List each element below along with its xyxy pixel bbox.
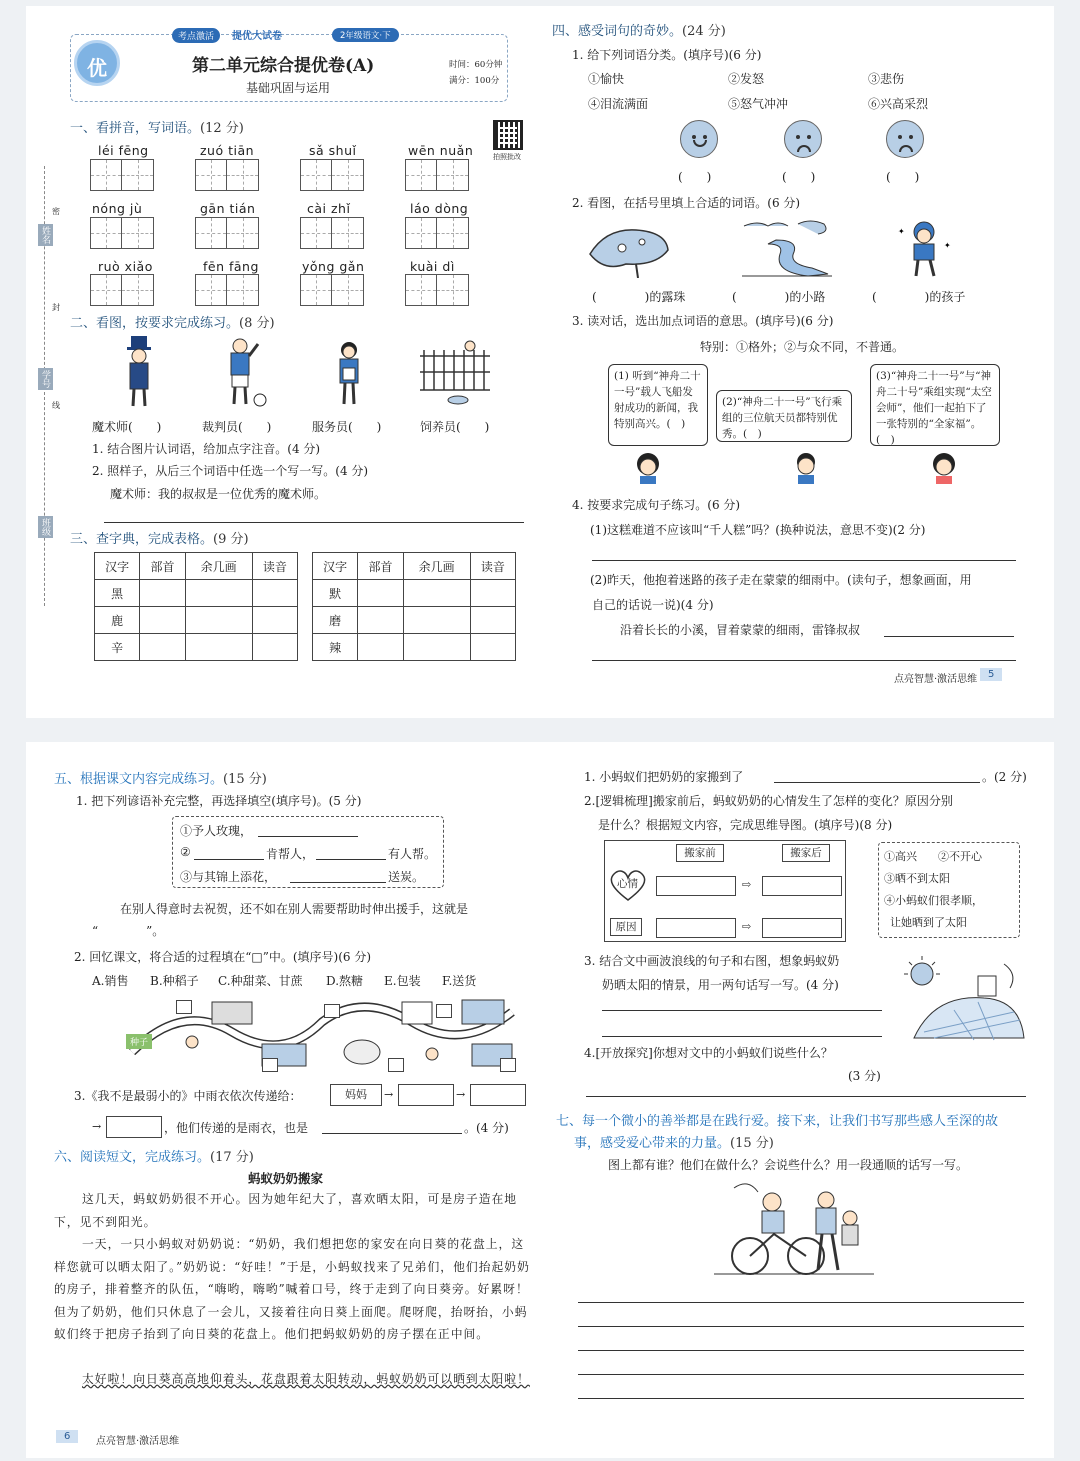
role-referee[interactable]: 裁判员( ) xyxy=(202,420,272,434)
table-answer-cell[interactable] xyxy=(470,580,515,607)
arrow-icon: ⇨ xyxy=(742,920,752,933)
reason-before-box[interactable] xyxy=(656,918,736,938)
section-6-title xyxy=(54,1146,254,1165)
table-char: 辣 xyxy=(313,634,358,661)
word-2: ②发怒 xyxy=(728,72,765,86)
s5-question-2: 2. 回忆课文，将合适的过程填在“□”中。(填序号)(6 分) xyxy=(74,950,372,964)
section-7-title-b: 事，感受爱心带来的力量。 xyxy=(574,1136,731,1151)
section-6-title-text: 六、阅读短文，完成练习。 xyxy=(54,1150,211,1165)
word-3: ③悲伤 xyxy=(868,72,905,86)
dialogue-bubble-2[interactable]: (2)“神舟二十一号”飞行乘组的三位航天员都特别优秀。( ) xyxy=(716,390,852,442)
char-grid-4[interactable] xyxy=(405,159,469,191)
s2-question-2: 2. 照样子，从后三个词语中任选一个写一写。(4 分) xyxy=(92,464,369,478)
proverb-1-blank[interactable] xyxy=(258,836,358,837)
waiter-illustration xyxy=(332,340,366,408)
proverb-fill-end[interactable]: “ ”。 xyxy=(92,924,165,938)
series-right-tag: 提优大试卷 xyxy=(232,31,282,42)
table-answer-cell[interactable] xyxy=(403,580,470,607)
s4-question-3: 3. 读对话，选出加点词语的意思。(填序号)(6 分) xyxy=(572,314,834,328)
classify-answer-3[interactable]: ( ) xyxy=(886,170,920,184)
table-answer-cell[interactable] xyxy=(185,607,252,634)
flow-box-2[interactable] xyxy=(262,1058,278,1072)
arrow-icon: ⇨ xyxy=(742,878,752,891)
pinyin-9: ruò xiǎo xyxy=(98,259,153,274)
excellent-badge-icon xyxy=(74,40,120,86)
helping-scene-illustration xyxy=(714,1178,874,1278)
arrow-icon: → xyxy=(92,1120,102,1133)
proverb-fill: 在别人得意时去祝贺，还不如在别人需要帮助时伸出援手，这就是 xyxy=(120,902,469,916)
section-4-title-text: 四、感受词句的奇妙。 xyxy=(552,24,683,39)
section-6-score: (17 分) xyxy=(210,1150,254,1165)
section-1-score: (12 分) xyxy=(200,121,244,136)
table-char: 默 xyxy=(313,580,358,607)
section-3-title xyxy=(70,528,249,547)
blank-path[interactable]: ( )的小路 xyxy=(732,290,826,304)
mood-after-box[interactable] xyxy=(762,876,842,896)
page-number: 6 xyxy=(56,1430,78,1443)
section-3-score: (9 分) xyxy=(213,532,249,547)
page-subtitle: 基础巩固与运用 xyxy=(246,81,331,95)
pinyin-5: nóng jù xyxy=(92,201,143,216)
section-7-title-b-wrap xyxy=(574,1132,774,1151)
pinyin-2: zuó tiān xyxy=(200,143,255,158)
section-2-title-text: 二、看图，按要求完成练习。 xyxy=(70,316,240,331)
meaning-definition: 特别：①格外；②与众不同，不普通。 xyxy=(700,340,905,354)
table-answer-cell[interactable] xyxy=(252,580,297,607)
char-grid-5[interactable] xyxy=(90,217,154,249)
table-answer-cell[interactable] xyxy=(403,634,470,661)
s5-question-3: 3.《我不是最弱小的》中雨衣依次传递给： xyxy=(74,1089,302,1103)
proverb-2-prefix: ② xyxy=(180,845,191,859)
table-answer-cell[interactable] xyxy=(358,607,403,634)
pinyin-6: gān tián xyxy=(200,201,256,216)
seal-char-1: 密 xyxy=(52,207,60,216)
map-option-4: ④小蚂蚁们很孝顺， xyxy=(884,894,983,907)
flow-box-3[interactable] xyxy=(324,1004,340,1018)
table-answer-cell[interactable] xyxy=(252,634,297,661)
word-5: ⑤怒气冲冲 xyxy=(728,97,789,111)
dialogue-bubble-3[interactable]: (3)“神舟二十一号”与“神舟二十号”乘组实现“太空会师”，他们一起拍下了一张特别的“全家福”。( ) xyxy=(870,364,1000,446)
char-grid-10[interactable] xyxy=(195,274,259,306)
answer-line-4-2b[interactable] xyxy=(592,660,1016,661)
s2-answer-line[interactable] xyxy=(104,522,524,523)
proverb-2-end: 有人帮。 xyxy=(388,847,437,861)
section-4-score: (24 分) xyxy=(682,24,726,39)
table-char: 黑 xyxy=(95,580,140,607)
section-5-score: (15 分) xyxy=(223,772,267,787)
pinyin-3: sǎ shuǐ xyxy=(309,143,357,158)
story-paragraph-3: 太好啦！向日葵高高地仰着头，花盘跟着太阳转动，蚂蚁奶奶可以晒到太阳啦！ xyxy=(82,1372,530,1386)
qr-caption: 拍照批改 xyxy=(493,153,521,161)
table-char: 辛 xyxy=(95,634,140,661)
sad-face-icon xyxy=(886,120,924,158)
badge-text: 优 xyxy=(87,56,107,80)
composition-line-1[interactable] xyxy=(578,1302,1024,1303)
s4-question-4: 4. 按要求完成句子练习。(6 分) xyxy=(572,498,741,512)
boy-avatar xyxy=(790,450,822,484)
map-option-4-cont: 让她晒到了太阳 xyxy=(890,916,967,929)
proverb-2-blank-b[interactable] xyxy=(316,859,386,860)
section-7-title xyxy=(556,1110,1026,1129)
s2-example: 魔术师：我的叔叔是一位优秀的魔术师。 xyxy=(110,487,327,501)
th-radical: 部首 xyxy=(358,553,403,580)
mood-before-box[interactable] xyxy=(656,876,736,896)
page-title: 第二单元综合提优卷(A) xyxy=(192,56,375,76)
word-4: ④泪流满面 xyxy=(588,97,649,111)
answer-line-4-1[interactable] xyxy=(592,560,1016,561)
exam-page-top xyxy=(26,6,1054,718)
mind-map-reason: 原因 xyxy=(610,918,642,936)
pinyin-7: cài zhǐ xyxy=(307,201,351,216)
seal-char-2: 封 xyxy=(52,303,60,312)
th-pronunciation: 读音 xyxy=(252,553,297,580)
dialogue-bubble-1[interactable]: (1) 听到“神舟二十一号”载人飞船发射成功的新闻，我特别高兴。( ) xyxy=(608,364,708,446)
s5-question-3-end: ，他们传递的是雨衣，也是 xyxy=(164,1121,309,1135)
proverb-1: ①予人玫瑰， xyxy=(180,824,253,838)
section-2-title xyxy=(70,312,275,331)
s6-q3-answer-line-2[interactable] xyxy=(602,1036,882,1037)
s4-question-4-2b: 自己的话说一说)(4 分) xyxy=(592,598,714,612)
char-grid-12[interactable] xyxy=(405,274,469,306)
table-answer-cell[interactable] xyxy=(470,607,515,634)
role-waiter[interactable]: 服务员( ) xyxy=(312,420,382,434)
happy-face-icon xyxy=(680,120,718,158)
s6-q4-answer-line[interactable] xyxy=(586,1096,1026,1097)
composition-line-3[interactable] xyxy=(578,1350,1024,1351)
role-zookeeper[interactable]: 饲养员( ) xyxy=(420,420,490,434)
girl-avatar-2 xyxy=(928,450,960,484)
answer-line-4-2a[interactable] xyxy=(884,636,1014,637)
proverb-3-prefix: ③与其锦上添花， xyxy=(180,870,277,884)
word-1: ①愉快 xyxy=(588,72,625,86)
raincoat-chain-start: 妈妈 xyxy=(330,1084,382,1106)
series-left-tag: 考点激活 xyxy=(172,28,220,43)
s6-question-2b: 是什么？根据短文内容，完成思维导图。(填序号)(8 分) xyxy=(598,818,893,832)
ant-sunflower-illustration xyxy=(894,954,1028,1044)
s4-question-4-1: (1)这糕难道不应该叫“千人糕”吗？(换种说法，意思不变)(2 分) xyxy=(590,523,926,537)
flow-box-6[interactable] xyxy=(500,1058,516,1072)
winding-path-illustration xyxy=(738,218,834,280)
s4-question-1: 1. 给下列词语分类。(填序号)(6 分) xyxy=(572,48,762,62)
referee-illustration xyxy=(222,336,268,408)
section-2-score: (8 分) xyxy=(239,316,275,331)
table-answer-cell[interactable] xyxy=(358,634,403,661)
table-answer-cell[interactable] xyxy=(140,607,185,634)
char-grid-11[interactable] xyxy=(300,274,364,306)
arrow-icon: → xyxy=(384,1088,394,1101)
classify-answer-2[interactable]: ( ) xyxy=(782,170,816,184)
qr-code-icon[interactable] xyxy=(493,120,523,150)
s4-question-4-2c: 沿着长长的小溪，冒着蒙蒙的细雨，雷锋叔叔 xyxy=(620,623,861,637)
mind-map-after: 搬家后 xyxy=(782,844,830,862)
svg-text:✦: ✦ xyxy=(944,241,951,250)
proverb-3-blank[interactable] xyxy=(290,882,386,883)
pinyin-4: wēn nuǎn xyxy=(408,143,474,158)
word-6: ⑥兴高采烈 xyxy=(868,97,929,111)
map-option-3: ③晒不到太阳 xyxy=(884,872,950,885)
flow-box-5[interactable] xyxy=(436,1004,452,1018)
option-c: C.种甜菜、甘蔗 xyxy=(218,974,303,988)
mind-map-mood: 心情 xyxy=(617,878,638,890)
table-answer-cell[interactable] xyxy=(403,607,470,634)
char-grid-9[interactable] xyxy=(90,274,154,306)
table-answer-cell[interactable] xyxy=(185,580,252,607)
section-5-title xyxy=(54,768,267,787)
th-char: 汉字 xyxy=(95,553,140,580)
s6-question-2a: 2.[逻辑梳理]搬家前后，蚂蚁奶奶的心情发生了怎样的变化？原因分别 xyxy=(584,794,953,808)
seal-char-3: 线 xyxy=(52,401,60,410)
mind-map-before: 搬家前 xyxy=(676,844,724,862)
s2-question-1: 1. 结合图片认词语，给加点字注音。(4 分) xyxy=(92,442,321,456)
girl-avatar-1 xyxy=(632,450,664,484)
char-grid-2[interactable] xyxy=(195,159,259,191)
table-answer-cell[interactable] xyxy=(358,580,403,607)
raincoat-chain-box-1[interactable] xyxy=(398,1084,454,1106)
s4-question-2: 2. 看图，在括号里填上合适的词语。(6 分) xyxy=(572,196,801,210)
th-strokes: 余几画 xyxy=(403,553,470,580)
pinyin-1: léi fēng xyxy=(98,143,149,158)
s4-question-4-2a: (2)昨天，他抱着迷路的孩子走在蒙蒙的细雨中。(读句子，想象画面，用 xyxy=(590,573,972,587)
raincoat-chain-box-2[interactable] xyxy=(470,1084,526,1106)
proverb-2-middle: 肯帮人， xyxy=(266,847,315,861)
story-title: 蚂蚁奶奶搬家 xyxy=(248,1171,324,1186)
role-magician[interactable]: 魔术师( ) xyxy=(92,420,162,434)
dictionary-table-left xyxy=(94,552,298,661)
section-1-title-text: 一、看拼音，写词语。 xyxy=(70,121,201,136)
blank-dewdrop[interactable]: ( )的露珠 xyxy=(592,290,686,304)
map-option-1: ①高兴 xyxy=(884,850,917,863)
s5-question-3-score: 。(4 分) xyxy=(464,1121,509,1135)
s7-prompt: 图上都有谁？他们在做什么？会说些什么？用一段通顺的话写一写。 xyxy=(608,1158,969,1172)
th-radical: 部首 xyxy=(140,553,185,580)
lotus-leaf-illustration xyxy=(586,220,672,278)
page-number: 5 xyxy=(980,668,1002,681)
footer-slogan: 点亮智慧·激活思维 xyxy=(96,1436,180,1447)
table-answer-cell[interactable] xyxy=(185,634,252,661)
table-answer-cell[interactable] xyxy=(252,607,297,634)
classify-answer-1[interactable]: ( ) xyxy=(678,170,712,184)
s6-question-3b: 奶晒太阳的情景，用一两句话写一写。(4 分) xyxy=(602,978,839,992)
section-7-title-a: 七、每一个微小的善举都是在践行爱。接下来，让我们书写那些感人至深的故 xyxy=(556,1114,999,1129)
footer-slogan: 点亮智慧·激活思维 xyxy=(894,674,978,685)
section-1-title xyxy=(70,117,244,136)
pinyin-11: yǒng gǎn xyxy=(302,259,365,274)
exam-full-score: 满分：100分 xyxy=(449,76,500,86)
table-answer-cell[interactable] xyxy=(140,580,185,607)
exam-page-bottom xyxy=(26,742,1054,1458)
flow-start-box: 种子 xyxy=(126,1034,152,1049)
char-grid-1[interactable] xyxy=(90,159,154,191)
s6-question-4-score: (3 分) xyxy=(848,1069,881,1083)
proverb-2-blank-a[interactable] xyxy=(194,859,264,860)
option-b: B.种稻子 xyxy=(150,974,199,988)
map-option-2: ②不开心 xyxy=(938,850,982,863)
composition-line-5[interactable] xyxy=(578,1398,1024,1399)
table-answer-cell[interactable] xyxy=(470,634,515,661)
blank-child[interactable]: ( )的孩子 xyxy=(872,290,966,304)
char-grid-6[interactable] xyxy=(195,217,259,249)
flow-box-4[interactable] xyxy=(388,1058,404,1072)
reason-after-box[interactable] xyxy=(762,918,842,938)
magician-illustration xyxy=(122,336,156,408)
table-answer-cell[interactable] xyxy=(140,634,185,661)
section-5-title-text: 五、根据课文内容完成练习。 xyxy=(54,772,224,787)
side-label-name: 姓名 xyxy=(38,224,53,246)
zookeeper-illustration xyxy=(418,338,492,408)
raincoat-chain-box-3[interactable] xyxy=(106,1116,162,1138)
th-pronunciation: 读音 xyxy=(470,553,515,580)
s5-question-1: 1. 把下列谚语补充完整，再选择填空(填序号)。(5 分) xyxy=(76,794,362,808)
char-grid-8[interactable] xyxy=(405,217,469,249)
s6-question-4: 4.[开放探究]你想对文中的小蚂蚁们说些什么？ xyxy=(584,1046,833,1060)
s6-question-3a: 3. 结合文中画波浪线的句子和右图，想象蚂蚁奶 xyxy=(584,954,840,968)
s6-q1-answer-line[interactable] xyxy=(774,782,980,783)
th-char: 汉字 xyxy=(313,553,358,580)
side-label-class: 班级 xyxy=(38,516,53,538)
option-e: E.包装 xyxy=(384,974,421,988)
svg-text:✦: ✦ xyxy=(898,227,905,236)
s6-question-1: 1. 小蚂蚁们把奶奶的家搬到了 xyxy=(584,770,744,784)
table-char: 鹿 xyxy=(95,607,140,634)
arrow-icon: → xyxy=(456,1088,466,1101)
section-3-title-text: 三、查字典，完成表格。 xyxy=(70,532,214,547)
s6-question-1-score: 。(2 分) xyxy=(982,770,1027,784)
th-strokes: 余几画 xyxy=(185,553,252,580)
option-a: A.销售 xyxy=(92,974,129,988)
section-4-title xyxy=(552,20,726,39)
angry-face-icon xyxy=(784,120,822,158)
option-f: F.送货 xyxy=(442,974,477,988)
option-d: D.熬糖 xyxy=(326,974,364,988)
story-paragraph-2: 一天，一只小蚂蚁对奶奶说：“奶奶，我们想把您的家安在向日葵的花盘上，这样您就可以晒太阳了。”奶奶说：“好哇！”于是，小蚂蚁找来了兄弟们，他们抬起奶奶的房子，排着整齐的队伍，“嗨哟，嗨哟”喊着口号，终于走到了向日葵旁。好累呀！但为了奶奶，他们只休息了一会儿，又接着往向日葵上面爬。爬呀爬，抬呀抬，小蚂蚁们终于把房子抬到了向日葵的花盘上。他们把蚂蚁奶奶的房子摆在正中间。 xyxy=(54,1237,530,1342)
flow-box-1[interactable] xyxy=(176,1000,192,1014)
grade-tag: 2年级语文·下 xyxy=(332,28,399,42)
pinyin-10: fēn fāng xyxy=(203,259,259,274)
child-illustration xyxy=(894,218,954,280)
exam-time: 时间：60分钟 xyxy=(449,60,503,70)
composition-line-4[interactable] xyxy=(578,1374,1024,1375)
s6-q3-answer-line-1[interactable] xyxy=(602,1010,882,1011)
section-7-score: (15 分) xyxy=(730,1136,774,1151)
raincoat-answer-line[interactable] xyxy=(322,1133,462,1134)
pinyin-12: kuài dì xyxy=(410,259,455,274)
char-grid-3[interactable] xyxy=(300,159,364,191)
side-label-id: 学号 xyxy=(38,368,53,390)
story-paragraph-1: 这几天，蚂蚁奶奶很不开心。因为她年纪大了，喜欢晒太阳，可是房子造在地下，见不到阳光。 xyxy=(54,1192,518,1229)
char-grid-7[interactable] xyxy=(300,217,364,249)
dictionary-table-right xyxy=(312,552,516,661)
composition-line-2[interactable] xyxy=(578,1326,1024,1327)
table-char: 磨 xyxy=(313,607,358,634)
proverb-3-end: 送炭。 xyxy=(388,870,425,884)
pinyin-8: láo dòng xyxy=(410,201,469,216)
